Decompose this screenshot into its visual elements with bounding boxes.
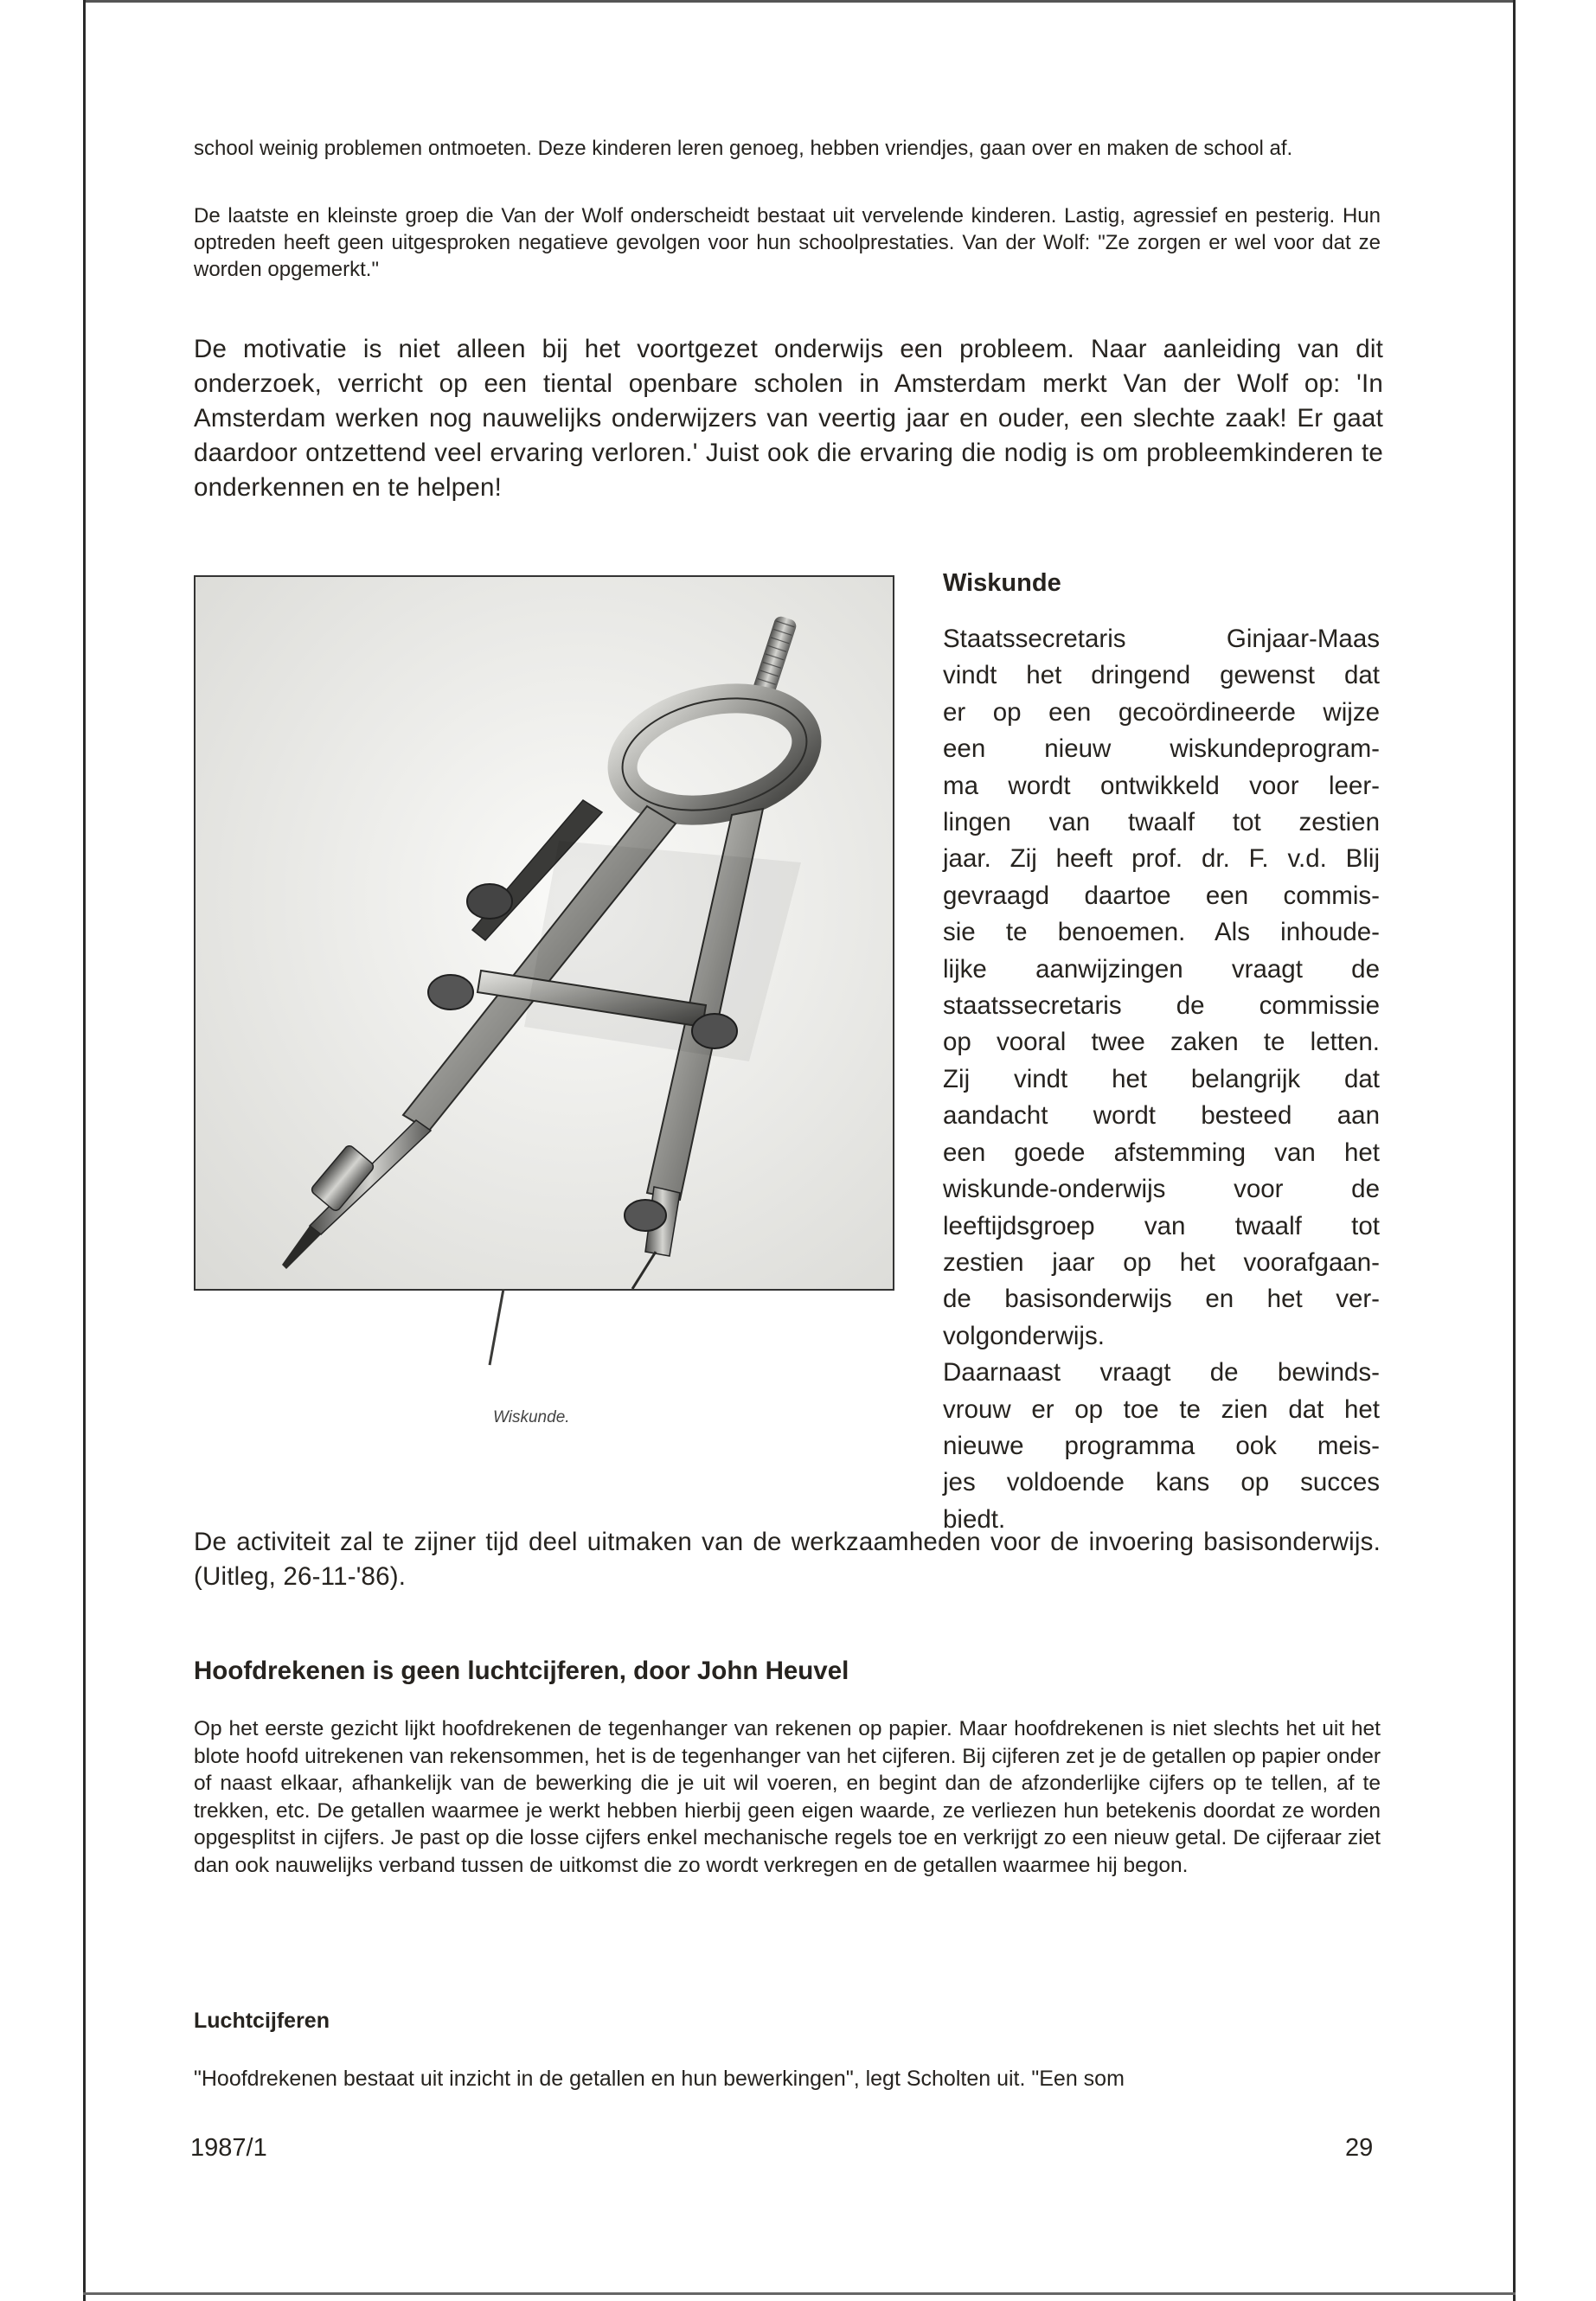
wiskunde-line: gevraagd daartoe een commis- [943,881,1380,910]
compass-photo [194,575,894,1291]
article-heading: Hoofdrekenen is geen luchtcijferen, door John Heuvel [194,1657,849,1685]
wiskunde-line: de basisonderwijs en het ver- [943,1285,1380,1314]
article-subheading: Luchtcijferen [194,2009,330,2033]
wiskunde-line: een goede afstemming van het [943,1138,1380,1167]
wiskunde-line: Daarnaast vraagt de bewinds- [943,1358,1380,1388]
wiskunde-line: vrouw er op toe te zien dat het [943,1394,1380,1424]
wiskunde-line: aandacht wordt besteed aan [943,1101,1380,1131]
wiskunde-line: Zij vindt het belangrijk dat [943,1064,1380,1093]
wiskunde-line: Staatssecretaris Ginjaar-Maas [943,625,1380,653]
wiskunde-line: lingen van twaalf tot zestien [943,808,1380,837]
wiskunde-line: staatssecretaris de commissie [943,991,1380,1021]
wiskunde-heading: Wiskunde [943,569,1061,597]
wiskunde-line: nieuwe programma ook meis- [943,1431,1380,1460]
figure-caption: Wiskunde. [493,1408,570,1426]
intro-paragraph-2: De laatste en kleinste groep die Van der Wolf onderscheidt bestaat uit vervelende kinderen. Lastig, agressief en pesterig. Hun optreden heeft geen uitgesproken negatieve gevolgen voor hun schoolprestaties. Van der Wolf: "Ze zorgen er wel voor dat ze worden opgemerkt." [194,204,1381,281]
article-paragraph: Op het eerste gezicht lijkt hoofdrekenen de tegenhanger van rekenen op papier. Maar hoofdrekenen is niet slechts het uit het blote hoofd uitrekenen van rekensommen, het is de tegenhanger van het cijferen. Bij cijferen zet je de getallen op papier onder of naast elkaar, afhankelijk van de bewerking die je uit wil voeren, en begint dan de afzonderlijke cijfers op te tellen, af te trekken, etc. De getallen waarmee je werkt hebben hierbij geen eigen waarde, ze verliezen hun betekenis doordat ze worden opgesplitst in cijfers. Je past op die losse cijfers enkel mechanische regels toe en verkrijgt zo een nieuw getal. De cijferaar ziet dan ook nauwelijks verband tussen de uitkomst die zo wordt verkregen en de getallen waarmee hij begon. [194,1717,1381,1877]
wiskunde-line: vindt het dringend gewenst dat [943,661,1380,690]
wiskunde-line: een nieuw wiskundeprogram- [943,734,1380,764]
issue-number: 1987/1 [190,2134,267,2162]
wiskunde-closing: De activiteit zal te zijner tijd deel uitmaken van de werkzaamheden voor de invoering basisonderwijs. (Uitleg, 26-11-'86). [194,1528,1381,1591]
wiskunde-line: leeftijdsgroep van twaalf tot [943,1211,1380,1240]
wiskunde-line: ma wordt ontwikkeld voor leer- [943,771,1380,800]
wiskunde-line: er op een gecoördineerde wijze [943,697,1380,727]
wiskunde-line: op vooral twee zaken te letten. [943,1028,1380,1057]
wiskunde-line: lijke aanwijzingen vraagt de [943,954,1380,984]
wiskunde-line: volgonderwijs. [943,1321,1105,1350]
wiskunde-line: jes voldoende kans op succes [943,1468,1380,1497]
wiskunde-line: jaar. Zij heeft prof. dr. F. v.d. Blij [943,844,1380,874]
wiskunde-line: wiskunde-onderwijs voor de [943,1175,1380,1204]
wiskunde-line: sie te benoemen. Als inhoude- [943,918,1380,947]
needle-tip-icon [484,1289,510,1367]
wiskunde-text [943,621,1380,1538]
wiskunde-line: biedt. [943,1504,1006,1534]
compass-icon [195,577,893,1289]
wiskunde-line: zestien jaar op het voorafgaan- [943,1247,1380,1277]
intro-paragraph-3: De motivatie is niet alleen bij het voortgezet onderwijs een probleem. Naar aanleiding van dit onderzoek, verricht op een tiental openbare scholen in Amsterdam merkt Van der Wolf op: 'In Amsterdam werken nog nauwelijks onderwijzers van veertig jaar en ouder, een slechte zaak! Er gaat daardoor ontzettend veel ervaring verloren.' Juist ook die ervaring die nodig is om probleemkinderen te onderkennen en te helpen! [194,335,1383,502]
article-quote-start: "Hoofdrekenen bestaat uit inzicht in de getallen en hun bewerkingen", legt Scholten uit. "Een som [194,2067,1125,2091]
intro-paragraph-1: school weinig problemen ontmoeten. Deze kinderen leren genoeg, hebben vriendjes, gaan over en maken de school af. [194,137,1293,160]
page-number: 29 [1345,2134,1374,2162]
